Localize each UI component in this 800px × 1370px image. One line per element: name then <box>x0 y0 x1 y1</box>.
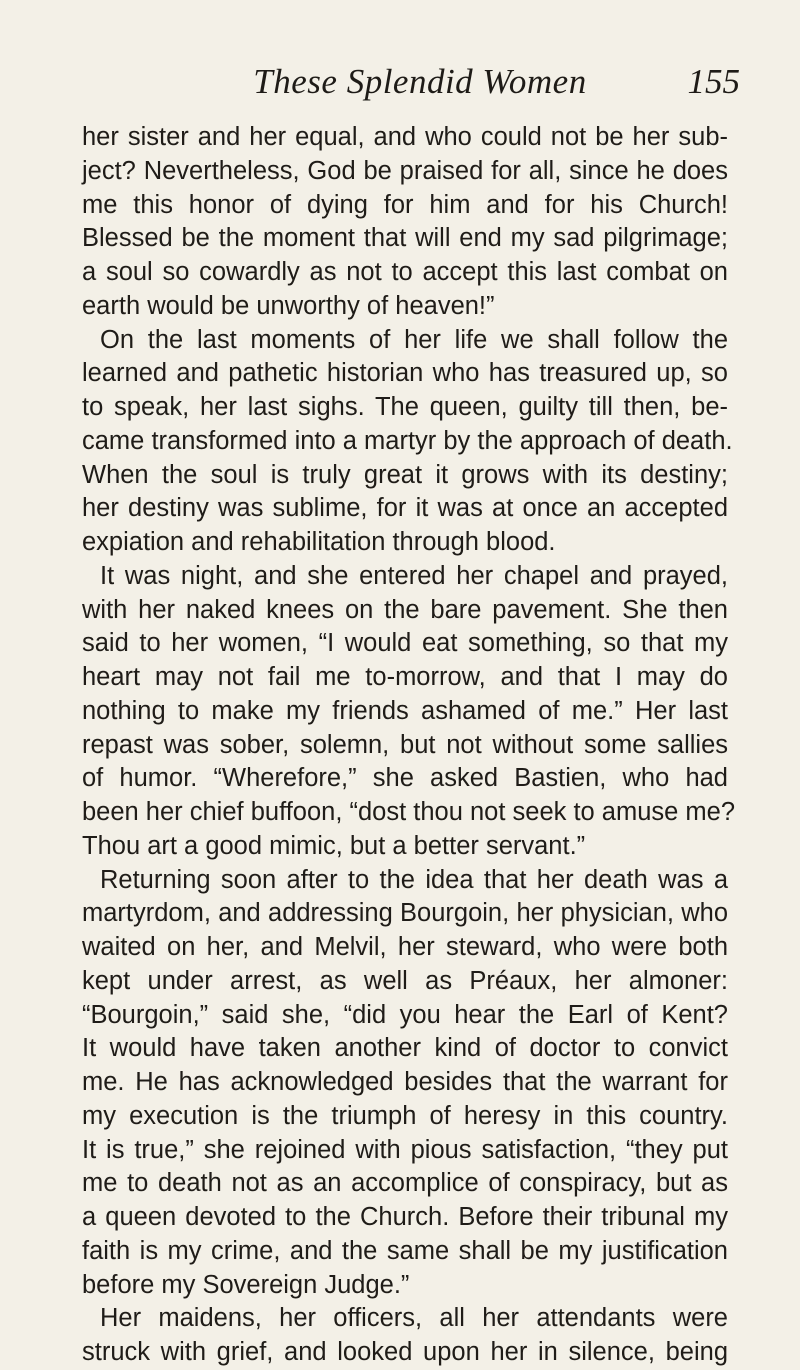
text-line: to speak, her last sighs. The queen, guilty till then, be- <box>82 393 728 421</box>
text-line: came transformed into a martyr by the approach of death. <box>82 426 733 455</box>
text-line: It is true,” she rejoined with pious satisfaction, “they put <box>82 1135 728 1164</box>
text-line: learned and pathetic historian who has treasured up, so <box>82 359 728 388</box>
text-line: Thou art a good mimic, but a better servant.” <box>82 831 586 860</box>
text-line: with her naked knees on the bare pavement. She then <box>82 595 728 624</box>
text-line: her sister and her equal, and who could not be her sub- <box>82 123 728 151</box>
text-line: expiation and rehabilitation through blood. <box>82 528 556 556</box>
text-line: It was night, and she entered her chapel and prayed, <box>100 561 728 590</box>
text-line: Her maidens, her officers, all her attendants were <box>100 1304 728 1333</box>
text-line: a soul so cowardly as not to accept this last combat on <box>82 258 728 286</box>
text-line: me. He has acknowledged besides that the warrant for <box>82 1068 728 1096</box>
text-line: Returning soon after to the idea that her death was a <box>100 865 728 894</box>
running-title: These Splendid Women <box>253 62 587 101</box>
text-line: When the soul is truly great it grows with its destiny; <box>82 460 728 489</box>
text-line: ject? Nevertheless, God be praised for all, since he does <box>82 156 728 185</box>
page-number: 155 <box>687 62 740 101</box>
text-line: heart may not fail me to-morrow, and that I may do <box>82 663 728 691</box>
text-line: On the last moments of her life we shall follow the <box>100 325 728 354</box>
text-line: been her chief buffoon, “dost thou not seek to amuse me? <box>82 798 736 826</box>
text-line: her destiny was sublime, for it was at once an accepted <box>82 494 728 523</box>
text-line: me to death not as an accomplice of conspiracy, but as <box>82 1169 728 1198</box>
text-line: a queen devoted to the Church. Before their tribunal my <box>82 1203 728 1231</box>
text-line: martyrdom, and addressing Bourgoin, her physician, who <box>82 899 728 928</box>
text-line: nothing to make my friends ashamed of me.” Her last <box>82 696 728 725</box>
text-line: waited on her, and Melvil, her steward, who were both <box>82 933 728 961</box>
text-line: said to her women, “I would eat something, so that my <box>82 629 728 658</box>
running-head <box>100 60 740 104</box>
text-line: repast was sober, solemn, but not without some sallies <box>82 730 728 759</box>
text-line: struck with grief, and looked upon her in silence, being <box>82 1338 728 1366</box>
text-line: me this honor of dying for him and for his Church! <box>82 190 728 219</box>
text-line: of humor. “Wherefore,” she asked Bastien, who had <box>82 764 728 793</box>
text-line: faith is my crime, and the same shall be my justification <box>82 1236 728 1265</box>
text-line: before my Sovereign Judge.” <box>82 1270 410 1299</box>
text-line: It would have taken another kind of doctor to convict <box>82 1034 728 1063</box>
text-line: Blessed be the moment that will end my sad pilgrimage; <box>82 224 728 253</box>
body-text <box>82 121 736 1370</box>
text-line: kept under arrest, as well as Préaux, her almoner: <box>82 966 728 995</box>
text-line: my execution is the triumph of heresy in this country. <box>82 1101 728 1130</box>
text-line: earth would be unworthy of heaven!” <box>82 291 495 320</box>
text-line: “Bourgoin,” said she, “did you hear the Earl of Kent? <box>82 1000 728 1029</box>
